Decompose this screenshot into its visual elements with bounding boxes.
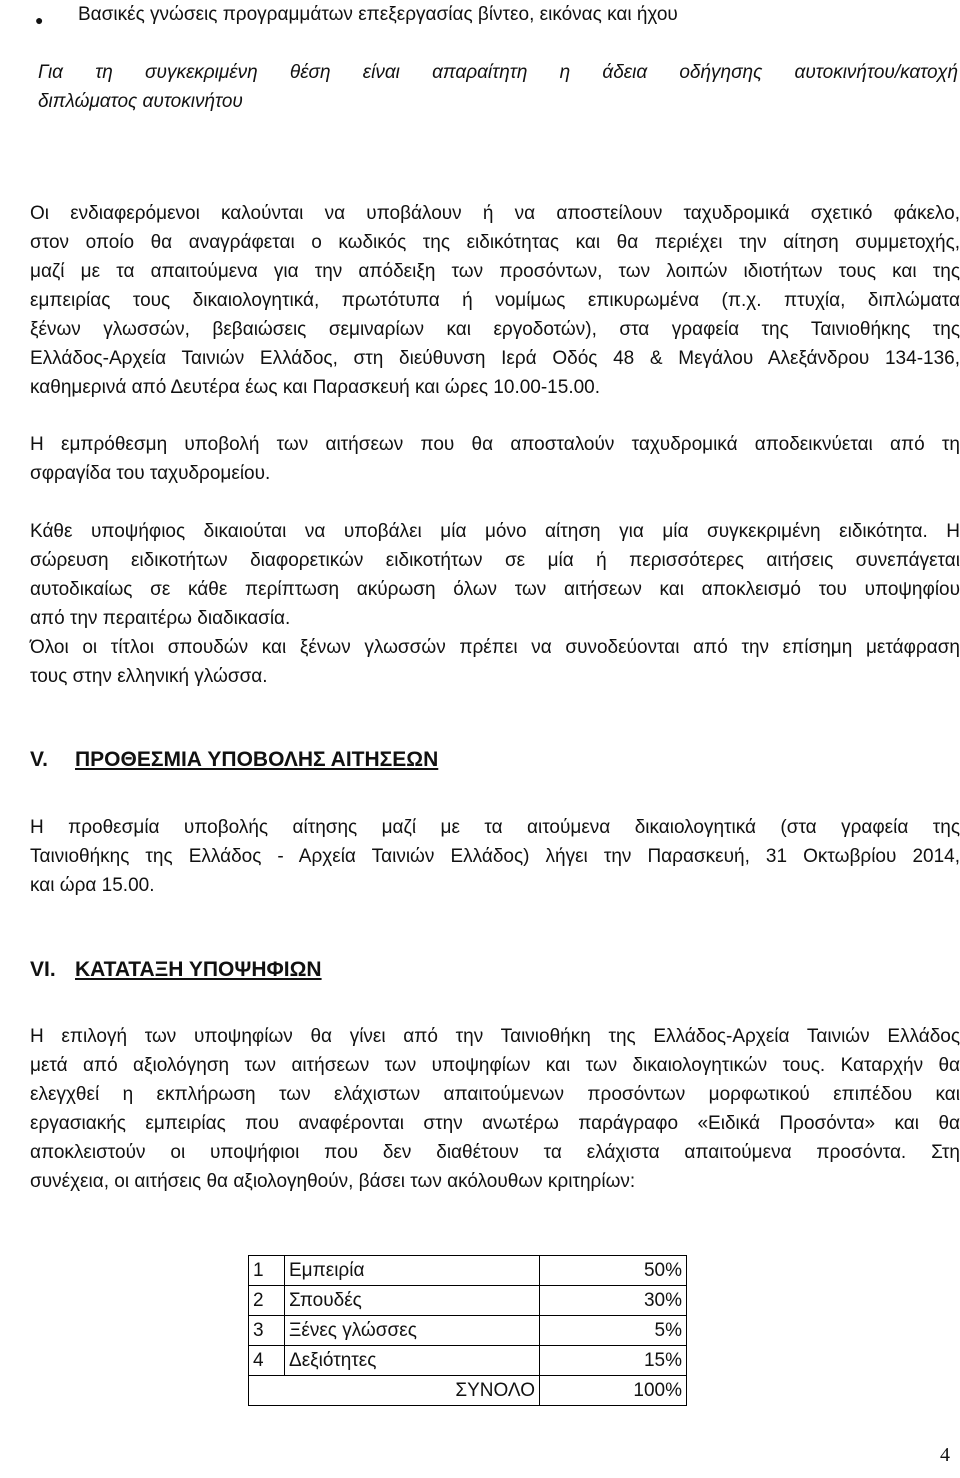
section-title: ΚΑΤΑΤΑΞΗ ΥΠΟΨΗΦΙΩΝ — [75, 958, 322, 981]
paragraph-line: Ταινιοθήκης της Ελλάδος - Αρχεία Ταινιών Ελλάδος) λήγει την Παρασκευή, 31 Οκτωβρίου 2014, — [30, 846, 960, 867]
criterion-number: 4 — [249, 1346, 285, 1376]
paragraph-line: στον οποίο θα αναγράφεται ο κωδικός της ειδικότητας και θα περιέχει την αίτηση συμμετοχής, — [30, 232, 960, 253]
paragraph-line: Η εμπρόθεσμη υποβολή των αιτήσεων που θα αποσταλούν ταχυδρομικά αποδεικνύεται από τη — [30, 434, 960, 455]
table-row — [249, 1256, 687, 1286]
paragraph-line: Η επιλογή των υποψηφίων θα γίνει από την Ταινιοθήκη της Ελλάδος-Αρχεία Ταινιών Ελλάδος — [30, 1026, 960, 1047]
section-number: VI. — [30, 958, 56, 981]
criterion-name: Δεξιότητες — [285, 1346, 540, 1376]
table-row — [249, 1286, 687, 1316]
paragraph-line: σώρευση ειδικοτήτων διαφορετικών ειδικοτήτων σε μία ή περισσότερες αιτήσεις συνεπάγεται — [30, 550, 960, 571]
bullet-icon: ● — [35, 12, 44, 28]
paragraph-line: Ελλάδος-Αρχεία Ταινιών Ελλάδος, στη διεύθυνση Ιερά Οδός 48 & Μεγάλου Αλεξάνδρου 134-136, — [30, 348, 960, 369]
paragraph-line: σφραγίδα του ταχυδρομείου. — [30, 463, 271, 484]
criterion-weight: 50% — [540, 1256, 687, 1286]
table-row — [249, 1316, 687, 1346]
paragraph-line: μαζί με τα απαιτούμενα για την απόδειξη των προσόντων, των λοιπών ιδιοτήτων τους και της — [30, 261, 960, 282]
section-title: ΠΡΟΘΕΣΜΙΑ ΥΠΟΒΟΛΗΣ ΑΙΤΗΣΕΩΝ — [75, 748, 439, 771]
criterion-weight: 5% — [540, 1316, 687, 1346]
paragraph-line: Η προθεσμία υποβολής αίτησης μαζί με τα αιτούμενα δικαιολογητικά (στα γραφεία της — [30, 817, 960, 838]
paragraph-line: από την περαιτέρω διαδικασία. — [30, 608, 291, 629]
paragraph-line: Κάθε υποψήφιος δικαιούται να υποβάλει μία μόνο αίτηση για μία συγκεκριμένη ειδικότητα. Η — [30, 521, 960, 542]
paragraph-line: αποκλειστούν οι υποψήφιοι που δεν διαθέτουν τα ελάχιστα απαιτούμενα προσόντα. Στη — [30, 1142, 960, 1163]
note-line: διπλώματος αυτοκινήτου — [38, 91, 243, 112]
bullet-text: Βασικές γνώσεις προγραμμάτων επεξεργασίας βίντεο, εικόνας και ήχου — [78, 4, 678, 25]
section-number: V. — [30, 748, 48, 771]
paragraph-line: ελεγχθεί η εκπλήρωση των ελάχιστων απαιτούμενων προσόντων μορφωτικού επιπέδου και — [30, 1084, 960, 1105]
criterion-name: Εμπειρία — [285, 1256, 540, 1286]
criterion-weight: 30% — [540, 1286, 687, 1316]
paragraph-line: Όλοι οι τίτλοι σπουδών και ξένων γλωσσών πρέπει να συνοδεύονται από την επίσημη μετάφραση — [30, 637, 960, 658]
criterion-name: Σπουδές — [285, 1286, 540, 1316]
paragraph-line: Οι ενδιαφερόμενοι καλούνται να υποβάλουν ή να αποστείλουν ταχυδρομικά σχετικό φάκελο, — [30, 203, 960, 224]
paragraph-line: ξένων γλωσσών, βεβαιώσεις σεμιναρίων και εργοδοτών), στα γραφεία της Ταινιοθήκης της — [30, 319, 960, 340]
total-label: ΣΥΝΟΛΟ — [249, 1376, 540, 1406]
table-row — [249, 1346, 687, 1376]
criterion-name: Ξένες γλώσσες — [285, 1316, 540, 1346]
paragraph-line: και ώρα 15.00. — [30, 875, 155, 896]
criteria-table — [248, 1255, 687, 1406]
paragraph-line: μετά από αξιολόγηση των αιτήσεων των υποψηφίων και των δικαιολογητικών τους. Καταρχήν θα — [30, 1055, 960, 1076]
criterion-number: 2 — [249, 1286, 285, 1316]
paragraph-line: εργασιακής εμπειρίας που αναφέρονται στην ανωτέρω παράγραφο «Ειδικά Προσόντα» και θα — [30, 1113, 960, 1134]
total-weight: 100% — [540, 1376, 687, 1406]
criterion-weight: 15% — [540, 1346, 687, 1376]
page-number: 4 — [940, 1444, 950, 1466]
paragraph-line: καθημερινά από Δευτέρα έως και Παρασκευή και ώρες 10.00-15.00. — [30, 377, 601, 398]
paragraph-line: τους στην ελληνική γλώσσα. — [30, 666, 268, 687]
paragraph-line: συνέχεια, οι αιτήσεις θα αξιολογηθούν, βάσει των ακόλουθων κριτηρίων: — [30, 1171, 636, 1192]
table-total-row — [249, 1376, 687, 1406]
note-line: Για τη συγκεκριμένη θέση είναι απαραίτητη η άδεια οδήγησης αυτοκινήτου/κατοχή — [38, 62, 958, 83]
criterion-number: 3 — [249, 1316, 285, 1346]
paragraph-line: εμπειρίας τους δικαιολογητικά, πρωτότυπα ή νομίμως επικυρωμένα (π.χ. πτυχία, διπλώματα — [30, 290, 960, 311]
criterion-number: 1 — [249, 1256, 285, 1286]
paragraph-line: αυτοδικαίως σε κάθε περίπτωση ακύρωση όλων των αιτήσεων και αποκλεισμό του υποψηφίου — [30, 579, 960, 600]
